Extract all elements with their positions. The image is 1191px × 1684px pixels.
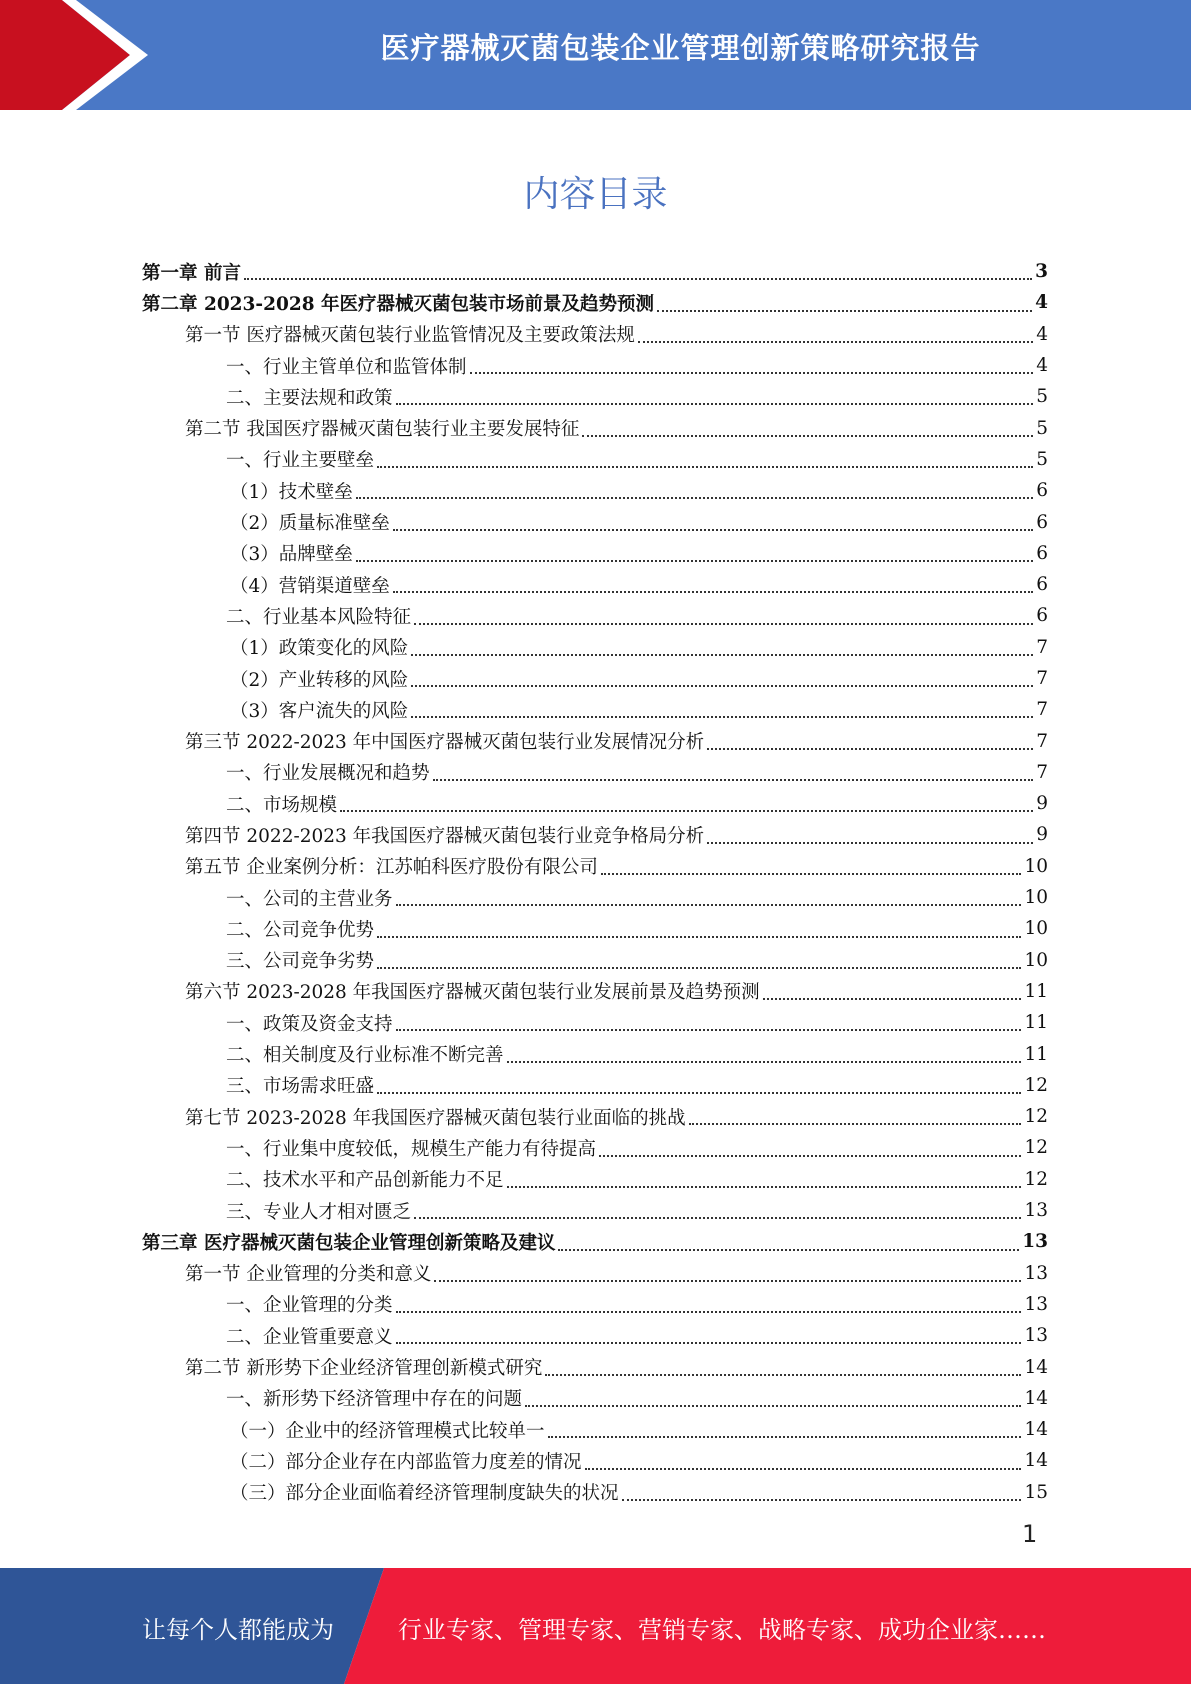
toc-entry-page: 13 [1024, 1200, 1048, 1222]
toc-entry[interactable] [142, 1164, 1048, 1195]
toc-entry-page: 10 [1024, 918, 1048, 940]
toc-entry-title: 一、企业管理的分类 [226, 1295, 393, 1317]
toc-entry[interactable] [142, 1414, 1048, 1445]
toc-entry-page: 7 [1036, 699, 1048, 721]
toc-entry[interactable] [142, 381, 1048, 412]
toc-entry[interactable] [142, 1132, 1048, 1163]
toc-entry-title: 第一节 医疗器械灭菌包装行业监管情况及主要政策法规 [185, 325, 635, 347]
toc-dot-leader [585, 1467, 1022, 1470]
toc-dot-leader [377, 966, 1021, 969]
toc-entry-title: 一、新形势下经济管理中存在的问题 [226, 1389, 523, 1411]
toc-entry[interactable] [142, 663, 1048, 694]
toc-entry-page: 6 [1036, 542, 1048, 564]
toc-entry-page: 11 [1024, 1043, 1048, 1065]
toc-entry[interactable] [142, 444, 1048, 475]
toc-entry[interactable] [142, 1195, 1048, 1226]
toc-entry-page: 9 [1036, 824, 1048, 846]
toc-dot-leader [411, 715, 1033, 718]
toc-entry-page: 10 [1024, 855, 1048, 877]
toc-title: 内容目录 [523, 174, 668, 215]
toc-entry-page: 11 [1024, 1012, 1048, 1034]
toc-entry-title: 二、企业管重要意义 [226, 1326, 393, 1348]
toc-entry-title: 一、行业发展概况和趋势 [226, 763, 430, 785]
toc-entry-title: 一、行业集中度较低，规模生产能力有待提高 [226, 1138, 597, 1160]
toc-dot-leader [434, 1279, 1021, 1282]
toc-entry-title: 一、行业主要壁垒 [226, 450, 375, 472]
toc-entry-page: 13 [1024, 1293, 1048, 1315]
toc-entry-title: 一、政策及资金支持 [226, 1013, 393, 1035]
toc-entry-title: （1）政策变化的风险 [230, 638, 409, 660]
toc-entry[interactable] [142, 1007, 1048, 1038]
toc-entry-title: 一、行业主管单位和监管体制 [226, 356, 467, 378]
toc-entry-title: 第一章 前言 [142, 262, 241, 284]
page-number: 1 [1022, 1520, 1038, 1548]
toc-entry[interactable] [142, 694, 1048, 725]
toc-entry[interactable] [142, 976, 1048, 1007]
header-title: 医疗器械灭菌包装企业管理创新策略研究报告 [380, 31, 981, 65]
toc-entry-page: 15 [1024, 1481, 1048, 1503]
toc-dot-leader [340, 809, 1033, 812]
toc-entry-page: 13 [1022, 1231, 1048, 1253]
toc-entry-title: （3）品牌壁垒 [230, 544, 353, 566]
toc-entry[interactable] [142, 757, 1048, 788]
page-footer [0, 1568, 1191, 1684]
toc-dot-leader [763, 997, 1022, 1000]
toc-entry-page: 10 [1024, 887, 1048, 909]
page-header [0, 0, 1191, 110]
toc-entry-page: 3 [1035, 261, 1048, 283]
toc-entry-title: 第四节 2022-2023 年我国医疗器械灭菌包装行业竞争格局分析 [185, 825, 705, 847]
toc-entry-page: 13 [1024, 1325, 1048, 1347]
toc-entry-page: 7 [1036, 761, 1048, 783]
toc-entry[interactable] [142, 350, 1048, 381]
toc-entry-title: 第二节 新形势下企业经济管理创新模式研究 [185, 1358, 543, 1380]
toc-entry-title: （二）部分企业存在内部监管力度差的情况 [230, 1451, 582, 1473]
toc-dot-leader [507, 1185, 1022, 1188]
toc-dot-leader [689, 1122, 1022, 1125]
toc-entry-page: 14 [1024, 1419, 1048, 1441]
toc-dot-leader [396, 1028, 1022, 1031]
toc-dot-leader [396, 903, 1022, 906]
toc-entry-page: 12 [1024, 1168, 1048, 1190]
header-arrow-decoration [0, 0, 160, 110]
toc-entry-title: （三）部分企业面临着经济管理制度缺失的状况 [230, 1483, 619, 1505]
toc-dot-leader [470, 371, 1034, 374]
toc-dot-leader [393, 528, 1033, 531]
toc-entry[interactable] [142, 506, 1048, 537]
toc-entry-title: （一）企业中的经济管理模式比较单一 [230, 1420, 545, 1442]
toc-entry[interactable] [142, 945, 1048, 976]
toc-entry-page: 14 [1024, 1356, 1048, 1378]
toc-entry[interactable] [142, 1477, 1048, 1508]
toc-entry[interactable] [142, 1226, 1048, 1257]
toc-entry[interactable] [142, 319, 1048, 350]
toc-entry[interactable] [142, 412, 1048, 443]
toc-dot-leader [411, 653, 1033, 656]
toc-dot-leader [545, 1373, 1021, 1376]
toc-dot-leader [657, 309, 1032, 312]
toc-entry[interactable] [142, 851, 1048, 882]
toc-dot-leader [356, 559, 1033, 562]
footer-slogan-left: 让每个人都能成为 [142, 1616, 334, 1644]
toc-entry-title: 第三章 医疗器械灭菌包装企业管理创新策略及建议 [142, 1232, 556, 1254]
toc-dot-leader [638, 340, 1033, 343]
toc-dot-leader [525, 1404, 1021, 1407]
toc-entry-title: （1）技术壁垒 [230, 481, 353, 503]
toc-dot-leader [433, 778, 1034, 781]
toc-entry-page: 12 [1024, 1074, 1048, 1096]
toc-entry-title: （3）客户流失的风险 [230, 700, 409, 722]
toc-entry-title: 三、公司竞争劣势 [226, 951, 375, 973]
toc-dot-leader [507, 1060, 1022, 1063]
toc-entry-page: 6 [1036, 511, 1048, 533]
toc-entry[interactable] [142, 287, 1048, 318]
toc-entry[interactable] [142, 788, 1048, 819]
toc-entry-title: 二、相关制度及行业标准不断完善 [226, 1045, 504, 1067]
toc-dot-leader [377, 935, 1021, 938]
toc-entry-title: 二、公司竞争优势 [226, 919, 375, 941]
toc-entry-title: （2）产业转移的风险 [230, 669, 409, 691]
toc-entry-page: 12 [1024, 1137, 1048, 1159]
table-of-contents [142, 256, 1048, 1508]
toc-entry-page: 14 [1024, 1450, 1048, 1472]
toc-entry-page: 5 [1036, 448, 1048, 470]
toc-entry[interactable] [142, 1289, 1048, 1320]
toc-entry-title: 三、市场需求旺盛 [226, 1076, 375, 1098]
toc-dot-leader [411, 684, 1033, 687]
toc-dot-leader [393, 590, 1033, 593]
toc-entry-title: 二、行业基本风险特征 [226, 606, 412, 628]
toc-dot-leader [622, 1498, 1022, 1501]
toc-dot-leader [582, 434, 1033, 437]
toc-dot-leader [414, 622, 1033, 625]
toc-entry-page: 12 [1024, 1106, 1048, 1128]
toc-dot-leader [396, 1310, 1022, 1313]
toc-entry-page: 7 [1036, 730, 1048, 752]
toc-entry-page: 4 [1036, 355, 1048, 377]
toc-entry-page: 4 [1035, 292, 1048, 314]
toc-entry-page: 4 [1036, 323, 1048, 345]
toc-entry-title: 二、主要法规和政策 [226, 387, 393, 409]
toc-entry-page: 9 [1036, 793, 1048, 815]
toc-entry-title: 第二节 我国医疗器械灭菌包装行业主要发展特征 [185, 419, 580, 441]
toc-entry-page: 6 [1036, 574, 1048, 596]
toc-entry-title: （2）质量标准壁垒 [230, 513, 390, 535]
toc-entry[interactable] [142, 1101, 1048, 1132]
toc-entry-page: 5 [1036, 386, 1048, 408]
toc-entry-page: 7 [1036, 636, 1048, 658]
toc-entry[interactable] [142, 600, 1048, 631]
toc-dot-leader [599, 1154, 1021, 1157]
toc-entry-page: 10 [1024, 949, 1048, 971]
toc-entry-page: 11 [1024, 980, 1048, 1002]
toc-entry[interactable] [142, 569, 1048, 600]
toc-entry-title: 第六节 2023-2028 年我国医疗器械灭菌包装行业发展前景及趋势预测 [185, 982, 760, 1004]
toc-dot-leader [548, 1435, 1022, 1438]
toc-entry[interactable] [142, 882, 1048, 913]
toc-entry-page: 13 [1024, 1262, 1048, 1284]
toc-dot-leader [707, 841, 1033, 844]
toc-dot-leader [707, 747, 1033, 750]
toc-entry-page: 6 [1036, 480, 1048, 502]
toc-entry-title: 第七节 2023-2028 年我国医疗器械灭菌包装行业面临的挑战 [185, 1107, 686, 1129]
toc-entry[interactable] [142, 1038, 1048, 1069]
toc-entry-page: 5 [1036, 417, 1048, 439]
toc-entry[interactable] [142, 538, 1048, 569]
toc-dot-leader [396, 402, 1034, 405]
footer-slogan-right: 行业专家、管理专家、营销专家、战略专家、成功企业家…… [398, 1616, 1046, 1644]
toc-entry[interactable] [142, 819, 1048, 850]
toc-entry[interactable] [142, 1070, 1048, 1101]
toc-dot-leader [414, 1216, 1021, 1219]
toc-entry[interactable] [142, 1383, 1048, 1414]
toc-dot-leader [396, 1341, 1022, 1344]
toc-entry[interactable] [142, 1258, 1048, 1289]
toc-entry-title: 一、公司的主营业务 [226, 888, 393, 910]
toc-entry-title: （4）营销渠道壁垒 [230, 575, 390, 597]
toc-entry-title: 第二章 2023-2028 年医疗器械灭菌包装市场前景及趋势预测 [142, 293, 655, 315]
toc-dot-leader [558, 1248, 1019, 1251]
toc-dot-leader [356, 496, 1033, 499]
toc-entry-page: 7 [1036, 668, 1048, 689]
toc-entry-title: 第五节 企业案例分析：江苏帕科医疗股份有限公司 [185, 857, 598, 879]
toc-entry-page: 14 [1024, 1387, 1048, 1409]
toc-entry[interactable] [142, 725, 1048, 756]
toc-entry[interactable] [142, 475, 1048, 506]
toc-entry-title: 二、技术水平和产品创新能力不足 [226, 1170, 504, 1192]
toc-entry-page: 6 [1036, 605, 1048, 627]
toc-entry[interactable] [142, 632, 1048, 663]
toc-dot-leader [601, 872, 1022, 875]
toc-entry[interactable] [142, 913, 1048, 944]
toc-entry-title: 第三节 2022-2023 年中国医疗器械灭菌包装行业发展情况分析 [185, 732, 705, 754]
toc-entry[interactable] [142, 1445, 1048, 1476]
toc-dot-leader [377, 465, 1033, 468]
toc-entry-title: 第一节 企业管理的分类和意义 [185, 1264, 432, 1286]
toc-entry[interactable] [142, 1320, 1048, 1351]
toc-dot-leader [377, 1091, 1021, 1094]
toc-entry[interactable] [142, 1351, 1048, 1382]
toc-dot-leader [244, 277, 1032, 280]
toc-entry-title: 三、专业人才相对匮乏 [226, 1201, 412, 1223]
toc-entry[interactable] [142, 256, 1048, 287]
toc-entry-title: 二、市场规模 [226, 794, 338, 816]
